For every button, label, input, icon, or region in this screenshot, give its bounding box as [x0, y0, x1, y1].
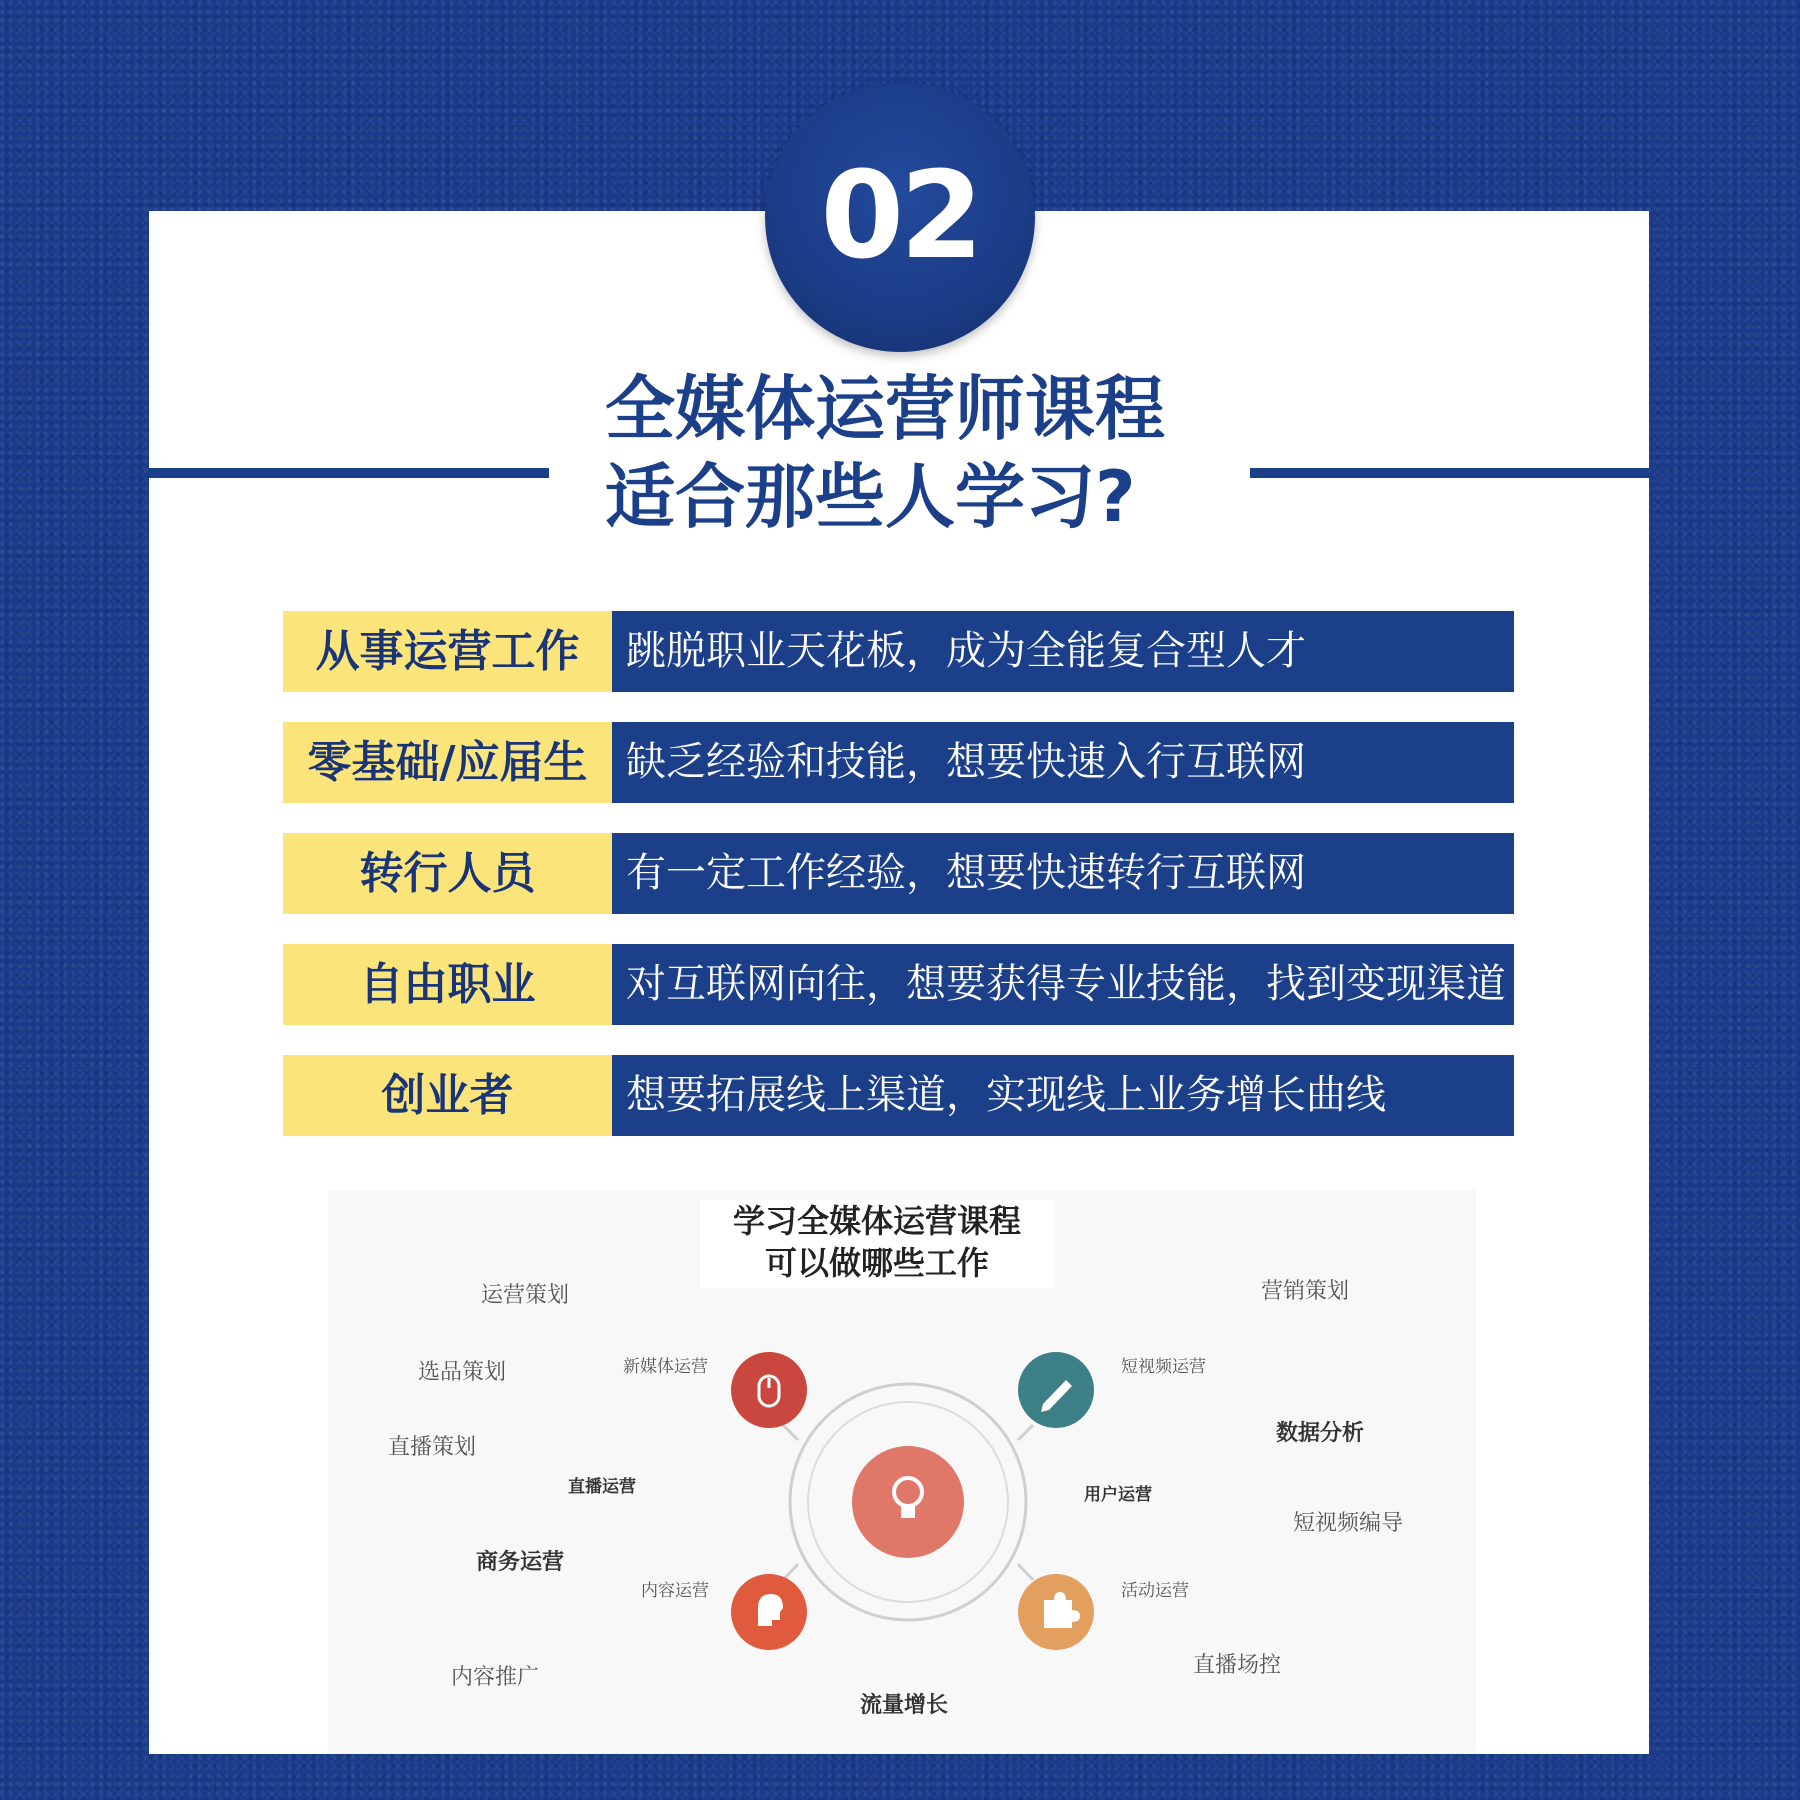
- mouse-icon: [731, 1352, 807, 1428]
- job-label: 活动运营: [1121, 1581, 1189, 1601]
- title-divider-right: [1250, 468, 1649, 478]
- audience-label: 自由职业: [283, 944, 612, 1025]
- job-label: 用户运营: [1084, 1485, 1152, 1505]
- audience-row: [283, 944, 1514, 1025]
- job-label: 直播场控: [1193, 1653, 1282, 1678]
- job-label: 营销策划: [1261, 1279, 1350, 1304]
- audience-row: [283, 833, 1514, 914]
- diagram-title-line1: 学习全媒体运营课程: [732, 1202, 1021, 1240]
- diagram-title-line2: 可以做哪些工作: [764, 1244, 989, 1282]
- jobs-diagram: [328, 1190, 1476, 1754]
- audience-row: [283, 611, 1514, 692]
- audience-description: 缺乏经验和技能，想要快速入行互联网: [612, 722, 1514, 803]
- job-label: 选品策划: [418, 1360, 507, 1385]
- audience-label: 创业者: [283, 1055, 612, 1136]
- pencil-icon: [1018, 1352, 1094, 1428]
- audience-row: [283, 722, 1514, 803]
- lightbulb-icon: [852, 1446, 964, 1558]
- audience-row: [283, 1055, 1514, 1136]
- job-label: 新媒体运营: [623, 1357, 708, 1377]
- page-title: [605, 365, 1165, 541]
- page-title-line2: 适合那些人学习?: [605, 456, 1136, 538]
- audience-description: 有一定工作经验，想要快速转行互联网: [612, 833, 1514, 914]
- title-divider-left: [149, 468, 549, 478]
- job-label: 直播运营: [568, 1477, 636, 1497]
- job-label: 内容推广: [451, 1665, 540, 1690]
- job-label: 流量增长: [860, 1693, 949, 1718]
- puzzle-icon: [1018, 1574, 1094, 1650]
- audience-description: 对互联网向往，想要获得专业技能，找到变现渠道: [612, 944, 1514, 1025]
- page-title-line1: 全媒体运营师课程: [605, 368, 1165, 450]
- job-label: 内容运营: [641, 1581, 709, 1601]
- job-label: 短视频运营: [1121, 1357, 1206, 1377]
- section-number-badge: 02: [765, 82, 1035, 352]
- job-label: 直播策划: [388, 1435, 477, 1460]
- audience-label: 零基础/应届生: [283, 722, 612, 803]
- job-label: 运营策划: [481, 1283, 570, 1308]
- job-label: 数据分析: [1276, 1421, 1365, 1446]
- head-icon: [731, 1574, 807, 1650]
- job-label: 商务运营: [476, 1550, 565, 1575]
- audience-description: 跳脱职业天花板，成为全能复合型人才: [612, 611, 1514, 692]
- audience-label: 从事运营工作: [283, 611, 612, 692]
- job-label: 短视频编导: [1293, 1511, 1404, 1536]
- audience-label: 转行人员: [283, 833, 612, 914]
- audience-description: 想要拓展线上渠道，实现线上业务增长曲线: [612, 1055, 1514, 1136]
